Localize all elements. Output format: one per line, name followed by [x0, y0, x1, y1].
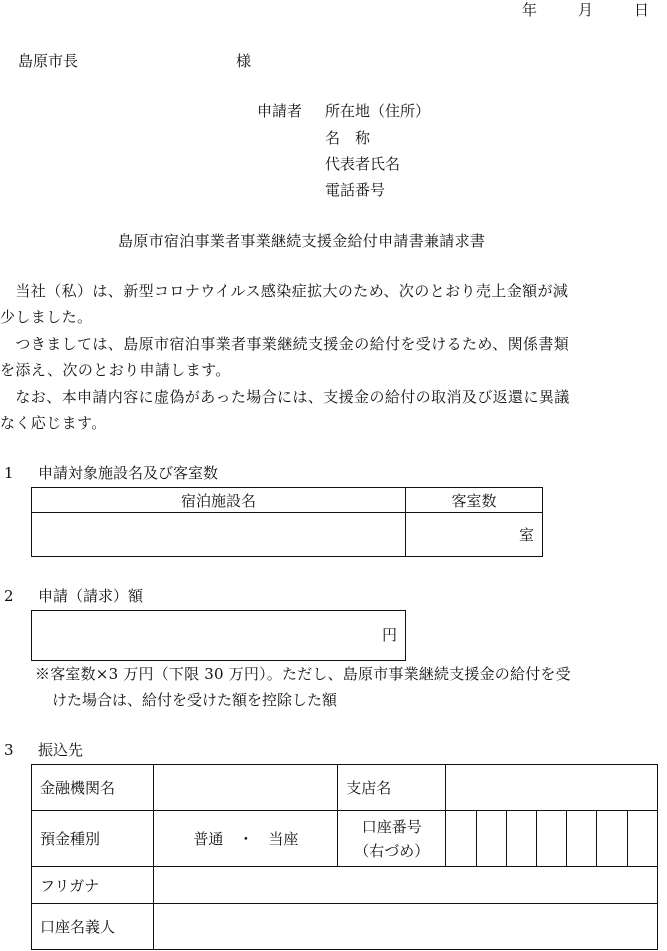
section-3-title: 振込先 [38, 741, 84, 759]
section-2-title: 申請（請求）額 [38, 587, 144, 605]
date-year-label: 年 [522, 1, 538, 19]
date-day-label: 日 [634, 1, 650, 19]
section-3-number: 3 [4, 741, 14, 759]
bank-name-cell[interactable] [154, 765, 338, 811]
deposit-type-label: 預金種別 [32, 811, 154, 867]
claim-amount-unit: 円 [381, 626, 397, 644]
room-count-cell[interactable] [406, 513, 543, 557]
body-paragraph-3-line-1: なお、本申請内容に虚偽があった場合には、支援金の給付の取消及び返還に異議 [0, 388, 570, 406]
applicant-phone-label: 電話番号 [325, 181, 386, 199]
account-digit-cell[interactable] [597, 811, 627, 867]
addressee: 島原市長 [18, 52, 79, 70]
account-number-label [338, 811, 446, 867]
facility-name-cell[interactable] [32, 513, 406, 557]
account-digit-cell[interactable] [627, 811, 657, 867]
addressee-honorific: 様 [236, 52, 252, 70]
account-holder-cell[interactable] [154, 904, 658, 950]
applicant-representative-label: 代表者氏名 [325, 155, 401, 173]
body-paragraph-1-line-1: 当社（私）は、新型コロナウイルス感染症拡大のため、次のとおり売上金額が減 [0, 282, 569, 300]
body-paragraph-2-line-2: を添え、次のとおり申請します。 [0, 361, 231, 379]
body-paragraph-3-line-2: なく応じます。 [0, 414, 107, 432]
account-number-label-text: 口座番号 [361, 817, 422, 836]
account-digit-cell[interactable] [536, 811, 566, 867]
date-month-label: 月 [578, 1, 594, 19]
claim-amount-box[interactable] [31, 610, 406, 661]
bank-name-label: 金融機関名 [32, 765, 154, 811]
deposit-type-options[interactable]: 普通 ・ 当座 [154, 811, 338, 867]
amount-note-line-1: ※客室数×3 万円（下限 30 万円）。ただし、島原市事業継続支援金の給付を受 [35, 665, 571, 683]
furigana-label: フリガナ [32, 867, 154, 904]
amount-note-line-2: けた場合は、給付を受けた額を控除した額 [52, 691, 338, 709]
bank-transfer-table [31, 764, 658, 950]
section-1-title: 申請対象施設名及び客室数 [38, 464, 219, 482]
facility-name-header: 宿泊施設名 [32, 488, 406, 513]
section-2-number: 2 [4, 587, 14, 605]
account-digit-cell[interactable] [476, 811, 506, 867]
account-digit-cell[interactable] [446, 811, 476, 867]
account-number-right-align-note: （右づめ） [354, 841, 430, 860]
applicant-label: 申請者 [257, 102, 303, 120]
branch-name-cell[interactable] [446, 765, 658, 811]
branch-name-label: 支店名 [338, 765, 446, 811]
furigana-cell[interactable] [154, 867, 658, 904]
room-count-unit: 室 [518, 526, 534, 544]
document-title: 島原市宿泊事業者事業継続支援金給付申請書兼請求書 [118, 232, 486, 250]
body-paragraph-1-line-2: 少しました。 [0, 308, 93, 326]
account-holder-label: 口座名義人 [32, 904, 154, 950]
account-digit-cell[interactable] [506, 811, 536, 867]
body-paragraph-2-line-1: つきましては、島原市宿泊事業者事業継続支援金の給付を受けるため、関係書類 [0, 335, 570, 353]
applicant-address-label: 所在地（住所） [325, 102, 431, 120]
section-1-number: 1 [4, 464, 14, 482]
room-count-header: 客室数 [406, 488, 543, 513]
applicant-name-label: 名 称 [325, 129, 371, 147]
facility-table [31, 487, 543, 557]
account-digit-cell[interactable] [567, 811, 597, 867]
